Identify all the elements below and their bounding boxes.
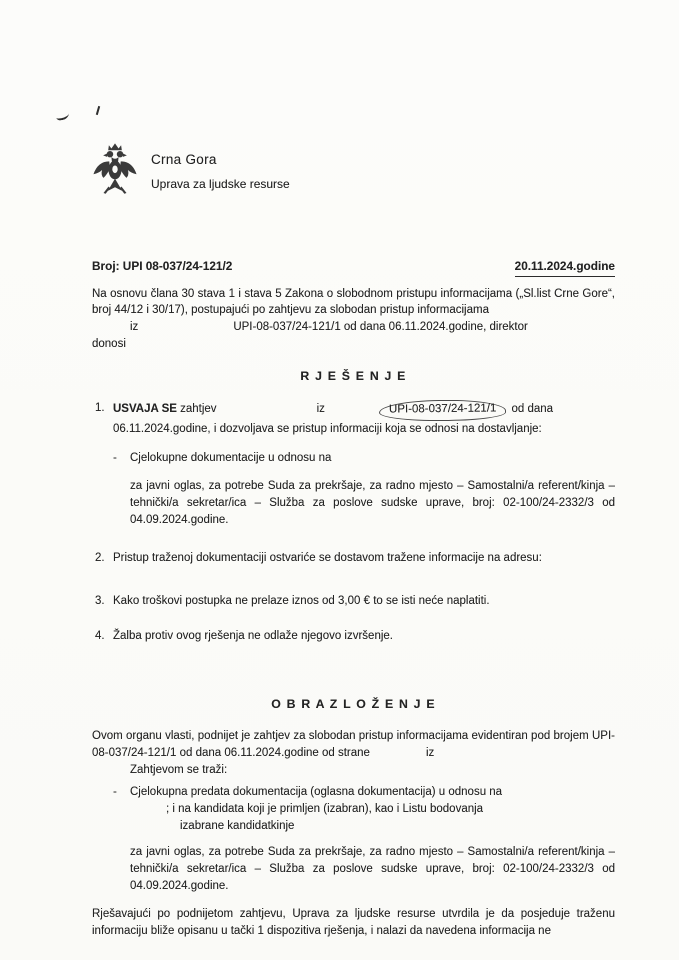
preamble-reference: UPI-08-037/24-121/1 od dana 06.11.2024.godine, direktor — [233, 321, 528, 334]
rationale-bullet-line2: ; i na kandidata koji je primljen (izabran), kao i Listu bodovanja — [166, 802, 484, 815]
circled-reference: UPI-08-037/24-121/1 — [379, 400, 507, 422]
preamble-donosi: donosi — [92, 337, 126, 350]
decision-item-1-line2: 06.11.2024.godine, i dozvoljava se pristup informaciji koja se odnosi na dostavljanje: — [113, 422, 542, 435]
rationale-title: O B R A Z L O Ž E N J E — [271, 697, 436, 712]
rationale-paragraph-1-tail: iz — [425, 746, 435, 759]
montenegro-coat-of-arms-icon — [92, 142, 138, 204]
decision-item-3-text: Kako troškovi postupka ne prelaze iznos od 3,00 € to se isti neće naplatiti. — [113, 594, 490, 607]
org-department: Uprava za ljudske resurse — [151, 176, 290, 191]
decision-item-2 — [92, 550, 615, 567]
decision-item-1-line1 — [113, 400, 615, 421]
redaction-gap — [325, 411, 377, 412]
item-number: 3. — [95, 594, 105, 607]
rationale-paragraph-1 — [92, 728, 615, 761]
rationale-bullet-body — [130, 784, 502, 834]
redaction-gap — [217, 411, 317, 412]
item1-word-oddana: od dana — [511, 403, 554, 416]
item-number: 1. — [95, 402, 105, 415]
document-meta-row — [92, 258, 615, 277]
redaction-gap — [138, 329, 233, 330]
decision-item-1 — [92, 400, 615, 528]
item-number: 2. — [95, 552, 105, 565]
preamble-iz: iz — [130, 321, 139, 334]
rationale-bullet — [92, 784, 615, 834]
decision-item-1-bullet-text: Cjelokupne dokumentacije u odnosu na — [130, 451, 332, 464]
decision-item-4 — [92, 628, 615, 645]
decision-item-1-bullet — [113, 450, 615, 467]
decision-item-3 — [92, 593, 615, 610]
rationale-section — [92, 728, 615, 939]
decision-title: R J E Š E N J E — [300, 369, 407, 384]
letterhead — [92, 142, 615, 204]
item1-word-zahtjev: zahtjev — [180, 403, 217, 416]
rationale-paragraph-2: za javni oglas, za potrebe Suda za prekršaje, za radno mjesto – Samostalni/a referent/kinja – tehnički/a sekretar/ica – Služba za poslove sudske uprave, broj: 02-100/24-2332/3 od 04.09.2024.godine. — [130, 846, 615, 892]
rationale-bullet-line3: izabrane kandidatkinje — [180, 819, 295, 832]
rationale-paragraph-1-text: Ovom organu vlasti, podnijet je zahtjev za slobodan pristup informacijama evidentiran pod brojem UPI-08-037/24-121/1 od dana 06.11.2024.godine od strane — [92, 730, 615, 759]
document-number: Broj: UPI 08-037/24-121/2 — [92, 258, 233, 273]
preamble-text: Na osnovu člana 30 stava 1 i stava 5 Zakona o slobodnom pristupu informacijama („Sl.list Crne Gore“, broj 44/12 i 30/17), postupajući po zahtjevu za slobodan pristup informacijama — [92, 287, 615, 317]
redaction-gap — [370, 755, 426, 756]
preamble-section — [92, 286, 615, 353]
request-intro: Zahtjevom se traži: — [130, 763, 228, 776]
decision-item-1-paragraph: za javni oglas, za potrebe Suda za prekršaje, za radno mjesto – Samostalni/a referent/kinja – tehnički/a sekretar/ica – Služba za poslove sudske uprave, broj: 02-100/24-2332/3 od 04.09.2024.godine. — [130, 480, 615, 526]
rationale-bullet-line1: Cjelokupna predata dokumentacija (oglasna dokumentacija) u odnosu na — [130, 786, 503, 799]
item1-word-iz: iz — [316, 403, 325, 416]
closing-paragraph: Rješavajući po podnijetom zahtjevu, Uprava za ljudske resurse utvrdila je da posjeduje traženu informaciju bliže opisanu u tački 1 dispozitiva rješenja, i nalazi da navedena informacija ne — [92, 908, 615, 937]
bullet-dash: - — [113, 451, 117, 464]
organization-block — [151, 142, 290, 193]
decision-item-1-body — [113, 400, 615, 528]
preamble-reference-line — [130, 319, 615, 336]
org-country: Crna Gora — [151, 152, 217, 167]
usvaja-se-label: USVAJA SE — [113, 403, 177, 416]
decision-item-4-text: Žalba protiv ovog rješenja ne odlaže njegovo izvršenje. — [113, 629, 393, 642]
decision-item-2-text: Pristup traženoj dokumentaciji ostvariće se dostavom tražene informacije na adresu: — [113, 552, 542, 565]
item-number: 4. — [95, 629, 105, 642]
bullet-dash: - — [113, 786, 117, 799]
document-date: 20.11.2024.godine — [515, 258, 615, 277]
